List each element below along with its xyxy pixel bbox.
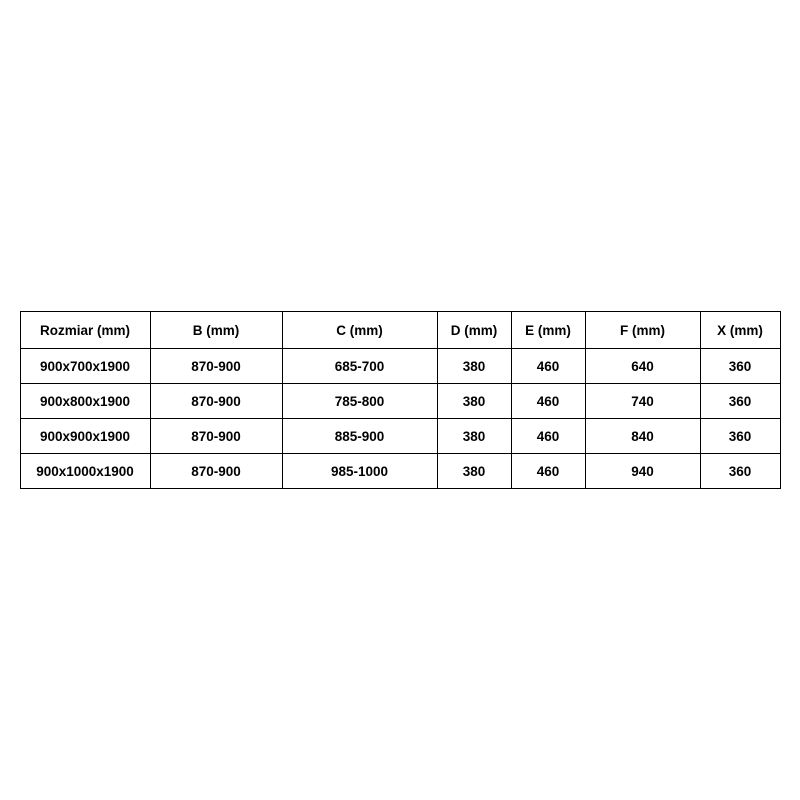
cell-size: 900x700x1900 [20, 349, 150, 384]
table-header [20, 312, 780, 349]
cell-c: 885-900 [282, 419, 437, 454]
column-header-f: F (mm) [585, 312, 700, 349]
column-header-d: D (mm) [437, 312, 511, 349]
table-row [20, 419, 780, 454]
size-specification-table [20, 311, 781, 489]
cell-e: 460 [511, 454, 585, 489]
cell-b: 870-900 [150, 419, 282, 454]
cell-f: 640 [585, 349, 700, 384]
cell-x: 360 [700, 454, 780, 489]
cell-x: 360 [700, 419, 780, 454]
cell-f: 940 [585, 454, 700, 489]
column-header-c: C (mm) [282, 312, 437, 349]
column-header-e: E (mm) [511, 312, 585, 349]
cell-c: 985-1000 [282, 454, 437, 489]
cell-size: 900x800x1900 [20, 384, 150, 419]
cell-f: 840 [585, 419, 700, 454]
column-header-b: B (mm) [150, 312, 282, 349]
cell-b: 870-900 [150, 454, 282, 489]
table-header-row [20, 312, 780, 349]
cell-c: 685-700 [282, 349, 437, 384]
cell-size: 900x900x1900 [20, 419, 150, 454]
table-row [20, 349, 780, 384]
cell-d: 380 [437, 454, 511, 489]
cell-x: 360 [700, 384, 780, 419]
table-row [20, 454, 780, 489]
cell-f: 740 [585, 384, 700, 419]
cell-c: 785-800 [282, 384, 437, 419]
cell-size: 900x1000x1900 [20, 454, 150, 489]
cell-d: 380 [437, 349, 511, 384]
table-row [20, 384, 780, 419]
cell-d: 380 [437, 384, 511, 419]
cell-d: 380 [437, 419, 511, 454]
cell-x: 360 [700, 349, 780, 384]
cell-b: 870-900 [150, 384, 282, 419]
cell-e: 460 [511, 384, 585, 419]
cell-e: 460 [511, 349, 585, 384]
column-header-rozmiar: Rozmiar (mm) [20, 312, 150, 349]
cell-e: 460 [511, 419, 585, 454]
table-body [20, 349, 780, 489]
column-header-x: X (mm) [700, 312, 780, 349]
cell-b: 870-900 [150, 349, 282, 384]
